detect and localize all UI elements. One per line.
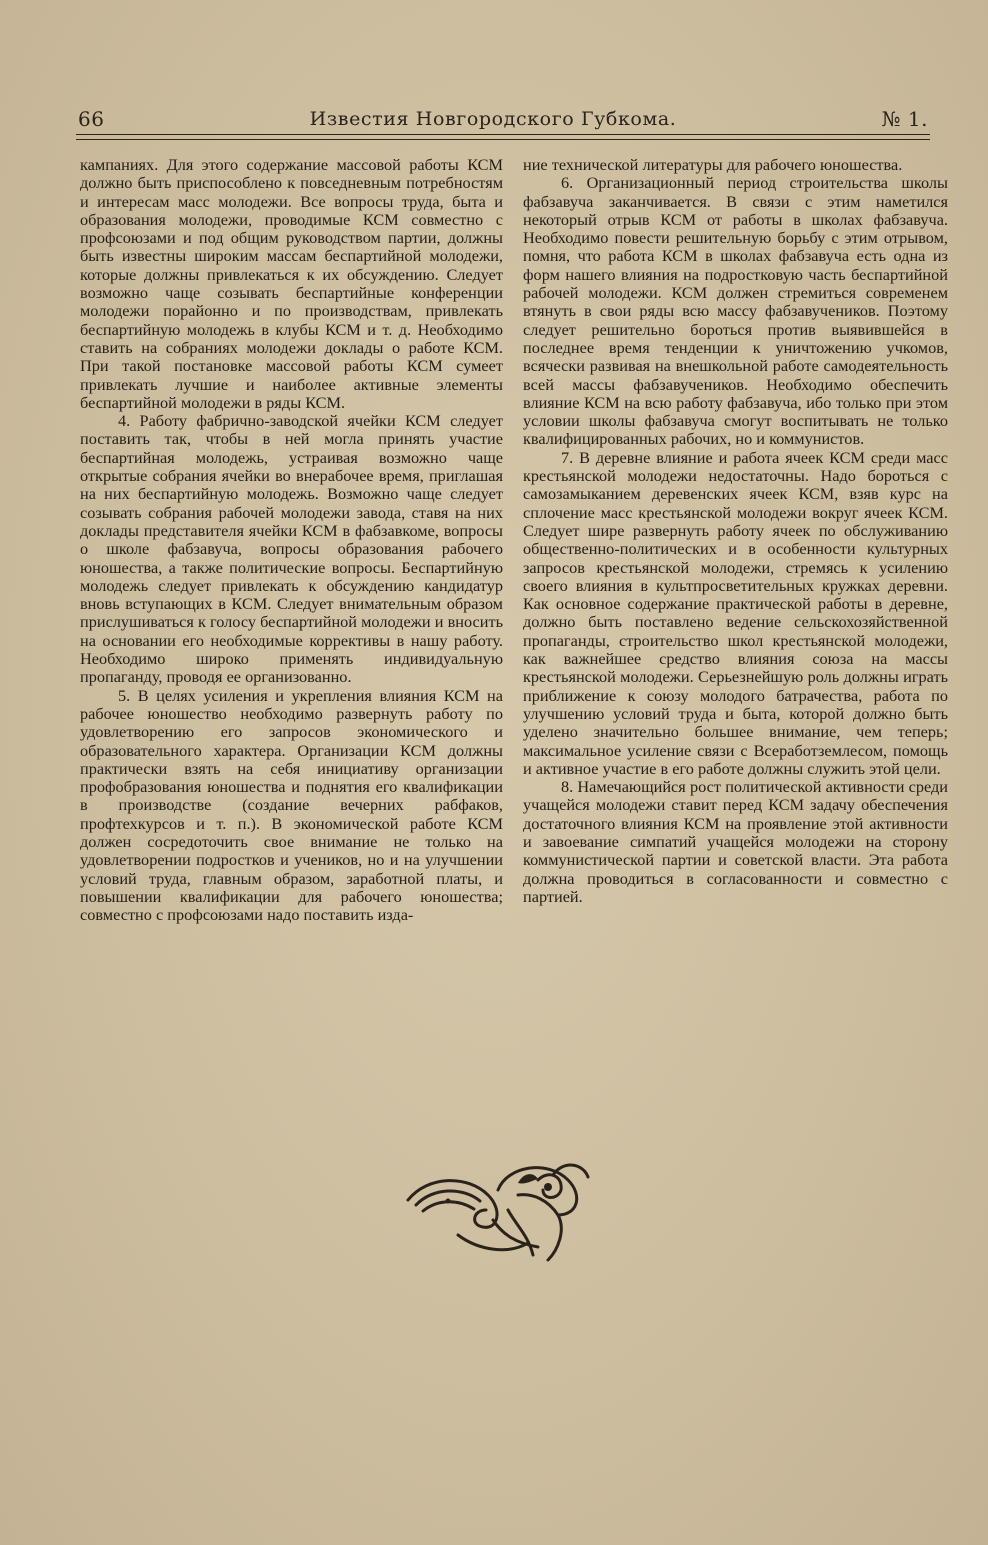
- right-column: [523, 156, 948, 906]
- paragraph: кампаниях. Для этого содержание массовой работы КСМ должно быть приспособлено к повседневным потребностям и интересам масс молодежи. Все вопросы труда, быта и образования молодежи, проводимые КСМ совместно с профсоюзами и под общим руководством партии, должны быть известны широким массам беспартийной молодежи, которые должны привлекаться к их обсуждению. Следует возможно чаще созывать беспартийные конференции молодежи порайонно и по производствам, привлекать беспартийную молодежь в клубы КСМ и т. д. Необходимо ставить на собраниях молодежи доклады о работе КСМ. При такой постановке массовой работы КСМ сумеет привлекать лучшие и наиболее активные элементы беспартийной молодежи в ряды КСМ.: [80, 155, 503, 412]
- paragraph: 4. Работу фабрично-заводской ячейки КСМ следует поставить так, чтобы в ней могла принять участие беспартийная молодежь, устраивая возможно чаще открытые собрания ячейки во внерабочее время, приглашая на них беспартийную молодежь. Возможно чаще следует созывать собрания рабочей молодежи завода, ставя на них доклады представителя ячейки КСМ в фабзавкоме, вопросы о школе фабзавуча, вопросы образования рабочего юношества, а также политические вопросы. Беспартийную молодежь следует привлекать к обсуждению кандидатур вновь вступающих в КСМ. Следует внимательным образом прислушиваться к голосу беспартийной молодежи и вносить на основании его необходимые коррективы в нашу работу. Необходимо широко применять индивидуальную пропаганду, проводя ее организованно.: [80, 411, 503, 687]
- running-header: [78, 104, 928, 134]
- journal-title: Известия Новгородского Губкома.: [309, 108, 677, 130]
- paragraph: 7. В деревне влияние и работа ячеек КСМ среди масс крестьянской молодежи недостаточны. Надо бороться с самозамыканием деревенских ячеек КСМ, взяв курс на сплочение масс крестьянской молодежи вокруг ячеек КСМ. Следует шире развернуть работу ячеек по обслуживанию общественно-политических и в особенности культурных запросов крестьянской молодежи, стремясь к усилению своего влияния в культпросветительных кружках деревни. Как основное содержание практической работы в деревне, должно быть поставлено ведение сельскохозяйственной пропаганды, строительство школ крестьянской молодежи, как важнейшее средство влияния союза на массы крестьянской молодежи. Серьезнейшую роль должны играть приближение к союзу молодого батрачества, работа по улучшению условий труда и быта, которой должно быть уделено значительно большее внимание, чем теперь; максимальное усиление связи с Всеработземлесом, помощь и активное участие в его работе должны служить этой цели.: [523, 447, 948, 778]
- art-nouveau-floral-ornament-icon: [398, 1155, 598, 1265]
- page-number: 66: [78, 107, 105, 131]
- paragraph: 8. Намечающийся рост политической активности среди учащейся молодежи ставит перед КСМ задачу обеспечения достаточного влияния КСМ на проявление этой активности и завоевание симпатий учащейся молодежи на сторону коммунистической партии и советской власти. Эта работа должна проводиться в согласованности и совместно с партией.: [523, 777, 948, 906]
- paragraph: 6. Организационный период строительства школы фабзавуча заканчивается. В связи с этим наметился некоторый отрыв КСМ от работы в школах фабзавуча. Необходимо повести решительную борьбу с этим отрывом, помня, что работа КСМ в школах фабзавуча есть одна из форм нашего влияния на подростковую часть беспартийной рабочей молодежи. КСМ должен стремиться современем втянуть в свои ряды всю массу фабзавучеников. Поэтому следует решительно бороться против выявившейся в последнее время тенденции к уничтожению учкомов, всячески развивая на внешкольной работе самодеятельность всей массы фабзавучеников. Необходимо обеспечить влияние КСМ на всю работу фабзавуча, ибо только при этом условии школы фабзавуча смогут воспитывать не только квалифицированных рабочих, но и коммунистов.: [523, 173, 948, 449]
- header-rule-secondary: [76, 139, 930, 140]
- paragraph: 5. В целях усиления и укрепления влияния КСМ на рабочее юношество необходимо развернуть работу по удовлетворению его запросов экономического и образовательного характера. Организации КСМ должны практически взять на себя инициативу организации профобразования юношества и поднятия его квалификации в производстве (создание вечерних рабфаков, профтехкурсов и т. п.). В экономической работе КСМ должен сосредоточить свое внимание не только на удовлетворении подростков и учеников, но и на улучшении условий труда, главным образом, заработной платы, и повышении квалификации для рабочего юношества; совместно с профсоюзами надо поставить изда-: [80, 685, 503, 925]
- paragraph: ние технической литературы для рабочего юношества.: [523, 155, 903, 174]
- left-column: [80, 156, 503, 924]
- header-rule: [76, 134, 930, 135]
- issue-number: № 1.: [881, 107, 928, 131]
